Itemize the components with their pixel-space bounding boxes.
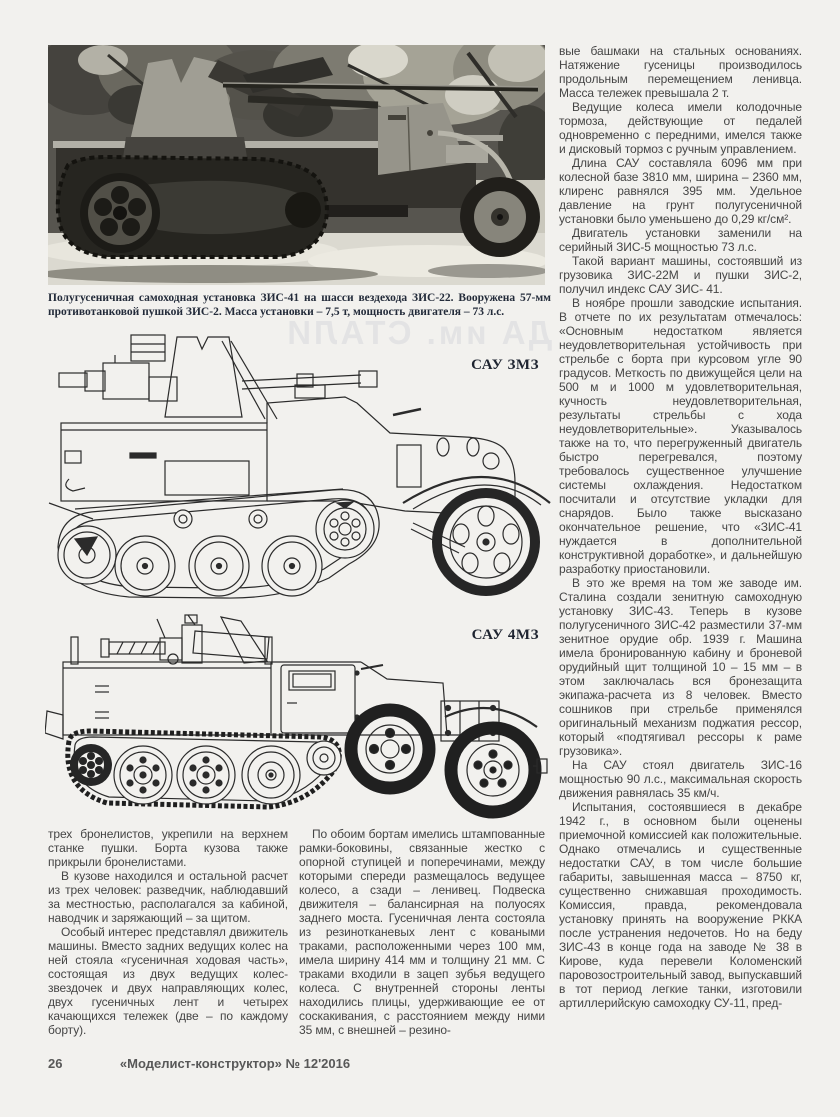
drawing-sau-zmz	[45, 333, 553, 615]
paragraph: По обоим бортам имелись штампованные рамки-боковины, связанные жестко с опорной ступицей и поперечинами, между которыми спереди размещалось ведущее колесо, а сзади – ленивец. Подвеска движителя – балансирная на полуосях заднего моста. Гусеничная лента состояла из резинотканевых лент с коваными траками, расположенными через 100 мм, имела ширину 414 мм и толщину 21 мм. С траками входили в зацеп зубья ведущего колеса. С внутренней стороны ленты находились плицы, удерживающие ее от соскакивания, с расстоянием между ними 35 мм, с внешней – резино-	[299, 827, 545, 1037]
drawing2-gun	[101, 615, 269, 664]
paragraph: Длина САУ составляла 6096 мм при колесной базе 3810 мм, ширина – 2360 мм, клиренс равнялся 395 мм. Удельное давление на грунт полугусеничной установки было уменьшено до 0,29 кг/см².	[559, 156, 802, 226]
photo-caption: Полугусеничная самоходная установка ЗИС-41 на шасси вездехода ЗИС-22. Вооружена 57-мм противотанковой пушкой ЗИС-2. Масса установки – 7,5 т, мощность двигателя – 73 л.с.	[48, 292, 551, 318]
text-column-right	[559, 44, 802, 1010]
drawing1-gun	[59, 335, 377, 419]
drawing2-body	[45, 637, 272, 739]
paragraph: Испытания, состоявшиеся в декабре 1942 г., в основном были оценены приемочной комиссией как положительные. Однако отмечались и существенные недостатки САУ, в том числе большие габариты, завышенная масса – 8750 кг, существенно снижавшая проходимость. Комиссия, правда, рекомендовала установку принять на вооружение РККА после устранения недочетов. Но на беду ЗИС-43 в конце года на заводе № 38 в Кирове, куда перевели Коломенский паровозостроительный завод, выпускавший в тот период легкие танки, изготовили артиллерийскую самоходку СУ-11, пред-	[559, 800, 802, 1010]
drawing-label-sau-4mz: САУ 4МЗ	[471, 627, 539, 643]
paragraph: В это же время на том же заводе им. Сталина создали зенитную самоходную установку ЗИС-43. Теперь в кузове полугусеничного ЗИС-42 разместили 37-мм зенитное орудие обр. 1939 г. Машина имела бронированную кабину и броневой орудийный щит толщиной 10 – 15 мм – в этом заключалась вся бронезащита экипажа-расчета из 8 человек. Вместо сошников при стрельбе применялся оригинальный механизм поджатия рессор, который «подтягивал рессоры к раме грузовика».	[559, 576, 802, 758]
paragraph: трех бронелистов, укрепили на верхнем станке пушки. Борта кузова также прикрыли бронелистами.	[48, 827, 288, 869]
paragraph: Ведущие колеса имели колодочные тормоза, действующие от педалей одновременно с передними, имелся также и дисковый тормоз с ручным управлением.	[559, 100, 802, 156]
vehicle-photo-image	[48, 45, 545, 285]
drawing-sau-4mz	[45, 613, 553, 831]
paragraph: В кузове находился и остальной расчет из трех человек: разведчик, наблюдавший за местностью, располагался за кабиной, наводчик и заряжающий – за щитом.	[48, 869, 288, 925]
drawing1-hull	[49, 423, 267, 519]
drawing2-wheels	[351, 701, 547, 812]
paragraph: вые башмаки на стальных основаниях. Натяжение гусеницы производилось продольным перемещением ленивца. Масса тележек превышала 2 т.	[559, 44, 802, 100]
footer-journal-title: «Моделист-конструктор» № 12'2016	[119, 1056, 351, 1071]
text-column-bottom-left	[48, 827, 288, 1037]
drawing2-track	[68, 731, 341, 807]
drawing1-track	[58, 489, 379, 598]
paragraph: В ноябре прошли заводские испытания. В отчете по их результатам отмечалось: «Основным недостатком является неудовлетворительная устойчивость при стрельбе с борта при курсовом угле 90 градусов. Меткость по движущейся цели на 500 м и 1000 м удовлетворительная, кучность неудовлетворительная, результаты стрельбы с хода неудовлетворительные». Указывалось также на то, что перегруженный двигатель быстро перегревался, поэтому требовалось существенное улучшение системы охлаждения. Недостатком посчитали и отсутствие укладки для снарядов. Было также высказано окончательное решение, что «ЗИС-41 нуждается в дополнительной конструктивной доработке», и дальнейшую разработку приостановили.	[559, 296, 802, 576]
drawing-label-sau-zmz: САУ ЗМЗ	[471, 357, 539, 373]
drawing1-cab	[267, 385, 550, 553]
page-number: 26	[48, 1056, 63, 1071]
drawing-sau-4mz-lineart	[45, 613, 553, 831]
paragraph: Двигатель установки заменили на серийный ЗИС-5 мощностью 73 л.с.	[559, 226, 802, 254]
paragraph: На САУ стоял двигатель ЗИС-16 мощностью 90 л.с., максимальная скорость движения равнялась 35 км/ч.	[559, 758, 802, 800]
drawing1-front-wheel	[437, 493, 535, 591]
paragraph: Особый интерес представлял движитель машины. Вместо задних ведущих колес на ней стояла «гусеничная ходовая часть», состоящая из двух ведущих колес-звездочек и двух направляющих колес, двух гусеничных лент и четырех качающихся тележек (две – по каждому борту).	[48, 925, 288, 1037]
paragraph: Такой вариант машины, состоявший из грузовика ЗИС-22М и пушки ЗИС-2, получил индекс САУ ЗИС- 41.	[559, 254, 802, 296]
drawing-sau-zmz-lineart	[45, 333, 553, 615]
show-through-text: ДА им. СТАЛИ	[284, 314, 552, 351]
text-column-bottom-middle	[299, 827, 545, 1037]
vehicle-photo	[48, 45, 545, 285]
